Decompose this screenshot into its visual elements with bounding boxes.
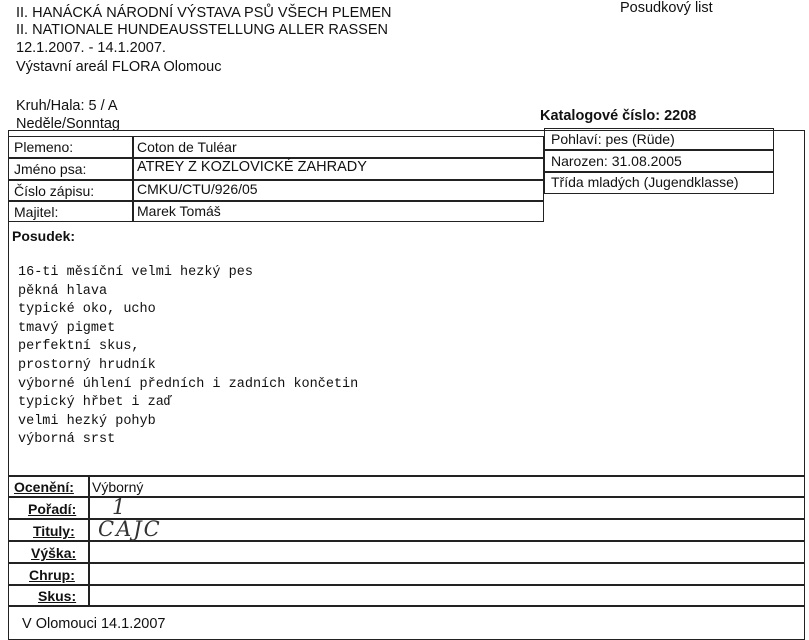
left-row-line-2 [8, 179, 544, 181]
bite-label: Skus: [38, 588, 77, 604]
day-label: Neděle/Sonntag [16, 116, 120, 132]
evaluation-top-line [8, 475, 805, 477]
place-date-footer: V Olomouci 14.1.2007 [22, 616, 166, 632]
breed-value: Coton de Tuléar [137, 139, 237, 155]
teeth-label: Chrup: [29, 567, 75, 583]
review-line: perfektní skus, [18, 339, 140, 355]
header-line-3: 12.1.2007. - 14.1.2007. [16, 40, 166, 56]
dog-name-label: Jméno psa: [14, 161, 87, 177]
review-line: prostorný hrudník [18, 357, 156, 373]
review-line: výborná srst [18, 432, 116, 448]
award-label: Ocenění: [14, 479, 74, 495]
placement-label: Pořadí: [28, 501, 77, 517]
owner-label: Majitel: [14, 204, 59, 220]
owner-value: Marek Tomáš [137, 203, 221, 219]
review-line: velmi hezký pohyb [18, 413, 156, 429]
header-line-2: II. NATIONALE HUNDEAUSSTELLUNG ALLER RASSEN [16, 22, 389, 38]
form-title: Posudkový list [620, 0, 713, 16]
header-line-4: Výstavní areál FLORA Olomouc [16, 59, 222, 75]
review-line: tmavý pigmet [18, 320, 116, 336]
review-line: pěkná hlava [18, 283, 108, 299]
left-row-line-3 [8, 200, 544, 202]
evaluation-row-line [8, 496, 805, 498]
review-line: typický hřbet i zaď [18, 395, 172, 411]
dog-name-value: ATREY Z KOZLOVICKÉ ZAHRADY [137, 159, 367, 175]
right-row-line-2 [544, 171, 774, 173]
review-line: typické oko, ucho [18, 302, 156, 318]
breed-label: Plemeno: [14, 139, 74, 155]
height-label: Výška: [31, 545, 77, 561]
header-line-1: II. HANÁCKÁ NÁRODNÍ VÝSTAVA PSŮ VŠECH PLEMEN [16, 5, 392, 21]
class-field: Třída mladých (Jugendklasse) [551, 174, 739, 190]
catalog-number: Katalogové číslo: 2208 [540, 108, 697, 124]
sex-field: Pohlaví: pes (Rüde) [551, 131, 675, 147]
evaluation-row-line [8, 562, 805, 564]
evaluation-row-line [8, 584, 805, 586]
review-line: 16-ti měsíční velmi hezký pes [18, 265, 253, 280]
titles-label: Tituly: [33, 523, 75, 539]
registration-label: Číslo zápisu: [14, 183, 95, 199]
review-heading: Posudek: [12, 228, 76, 244]
award-value: Výborný [92, 479, 144, 495]
ring-label: Kruh/Hala: 5 / A [16, 98, 118, 114]
evaluation-bottom-line [8, 605, 805, 607]
placement-value: 1 [112, 495, 126, 519]
birth-date-field: Narozen: 31.08.2005 [551, 153, 682, 169]
right-row-line-1 [544, 149, 774, 151]
titles-value: CAJC [98, 517, 162, 541]
review-text [18, 264, 358, 450]
review-line: výborné úhlení předních i zadních končetin [18, 376, 359, 392]
registration-value: CMKU/CTU/926/05 [137, 181, 258, 197]
